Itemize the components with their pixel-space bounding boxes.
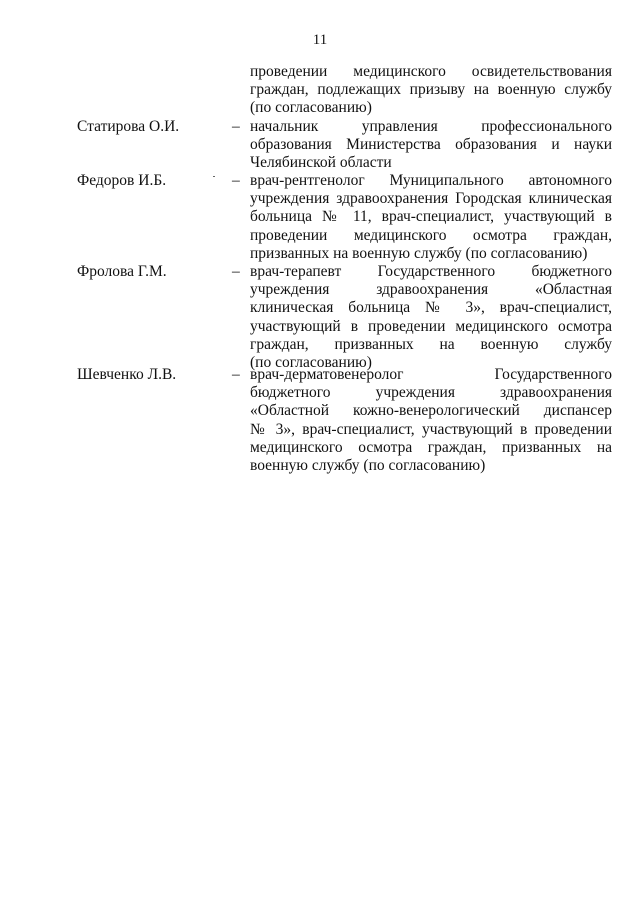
page-number: 11 [312, 32, 328, 48]
member-name: Федоров И.Б. [77, 172, 167, 189]
scan-mark [213, 176, 215, 177]
text-line: начальник управления профессионального [250, 118, 612, 135]
text-line: учреждения здравоохранения Городская клиническая [250, 190, 612, 208]
text-line: врач-дерматовенеролог Государственного [250, 366, 612, 383]
text-line: образования Министерства образования и науки [250, 136, 612, 154]
member-position [250, 366, 612, 475]
text-line: участвующий в проведении медицинского осмотра [250, 317, 612, 335]
member-name: Шевченко Л.В. [77, 366, 177, 383]
text-line: граждан, подлежащих призыву на военную службу [250, 81, 612, 99]
dash-separator: – [232, 263, 240, 280]
dash-separator: – [232, 172, 240, 189]
text-line: (по согласованию) [250, 354, 372, 372]
text-line: (по согласованию) [250, 99, 372, 117]
text-line: военную службу (по согласованию) [250, 457, 486, 475]
text-line: граждан, призванных на военную службу [250, 335, 612, 353]
member-name: Фролова Г.М. [77, 263, 167, 280]
member-position [250, 172, 612, 263]
member-name: Статирова О.И. [77, 118, 180, 135]
text-line: «Областной кожно-венерологический диспансер [250, 402, 612, 420]
member-position [250, 118, 612, 173]
dash-separator: – [232, 366, 240, 383]
continuation-text [250, 63, 612, 118]
text-line: призванных на военную службу (по согласованию) [250, 244, 588, 262]
text-line: медицинского осмотра граждан, призванных на [250, 438, 612, 456]
text-line: Челябинской области [250, 154, 392, 172]
text-line: проведении медицинского освидетельствования [250, 63, 612, 80]
text-line: учреждения здравоохранения «Областная [250, 281, 612, 299]
text-line: клиническая больница № 3», врач-специалист, [250, 299, 612, 317]
text-line: проведении медицинского осмотра граждан, [250, 226, 612, 244]
text-line: № 3», врач-специалист, участвующий в проведении [250, 420, 612, 438]
text-line: бюджетного учреждения здравоохранения [250, 384, 612, 402]
text-line: больница № 11, врач-специалист, участвующий в [250, 208, 612, 226]
text-line: врач-рентгенолог Муниципального автономного [250, 172, 612, 189]
dash-separator: – [232, 118, 240, 135]
text-line: врач-терапевт Государственного бюджетного [250, 263, 612, 280]
member-position [250, 263, 612, 372]
